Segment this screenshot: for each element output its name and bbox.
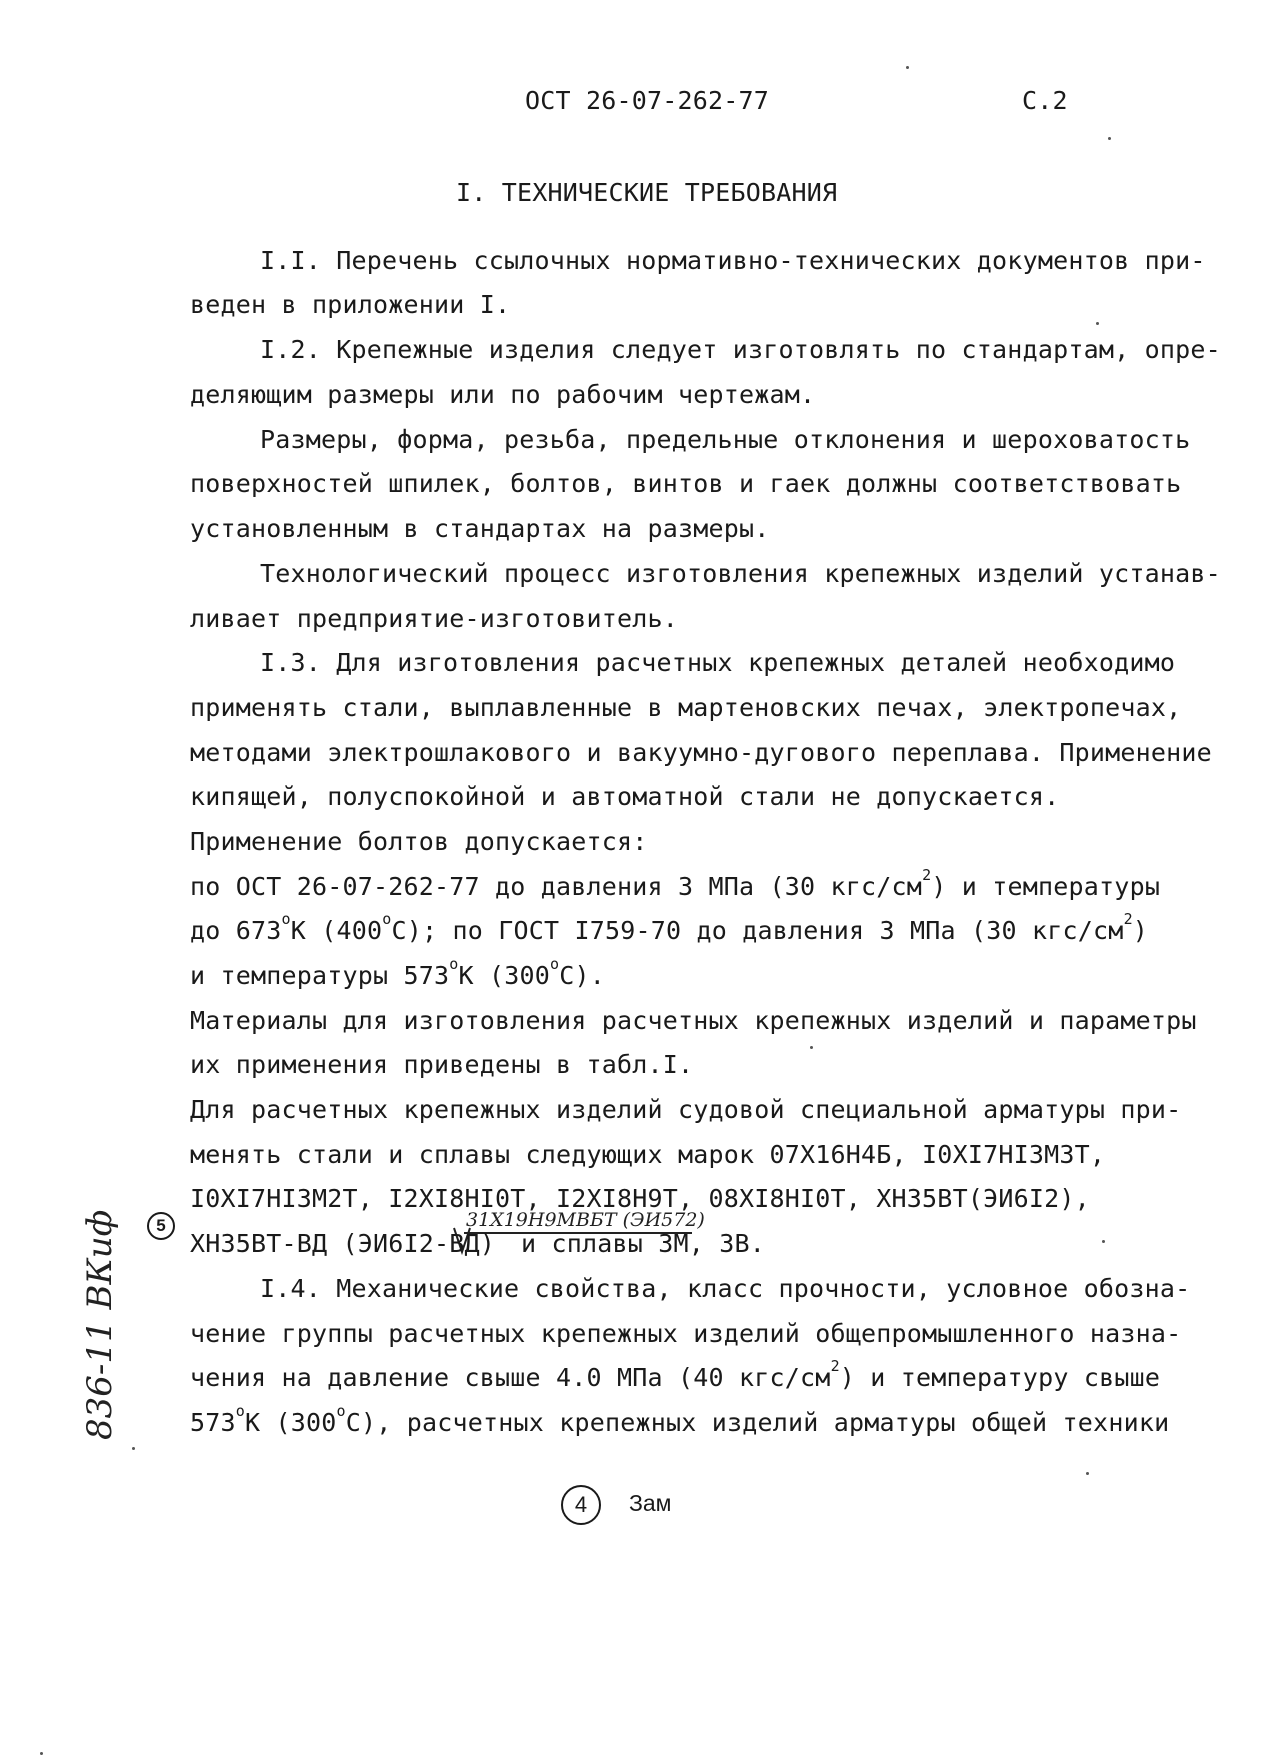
text-run: С), расчетных крепежных изделий арматуры общей техники — [345, 1408, 1170, 1437]
text-run: и сплавы 3М, 3В. — [521, 1229, 766, 1258]
scan-speck — [906, 66, 909, 69]
superscript: 2 — [1123, 910, 1133, 928]
text-line: методами электрошлакового и вакуумно-дугового переплава. Применение — [190, 738, 1212, 767]
text-line: менять стали и сплавы следующих марок 07Х16Н4Б, I0ХI7НI3М3Т, — [190, 1140, 1106, 1169]
text-run: чения на давление свыше 4.0 МПа (40 кгс/см — [190, 1363, 831, 1392]
text-line: применять стали, выплавленные в мартеновских печах, электропечах, — [190, 693, 1182, 722]
scan-speck — [1096, 322, 1099, 325]
text-run: К (300 — [458, 961, 551, 990]
scan-speck — [1108, 137, 1111, 140]
text-line: их применения приведены в табл.I. — [190, 1050, 694, 1079]
text-line: Размеры, форма, резьба, предельные отклонения и шероховатость — [260, 425, 1191, 454]
text-run: и температуры 573 — [190, 961, 450, 990]
section-title: I. ТЕХНИЧЕСКИЕ ТРЕБОВАНИЯ — [456, 178, 838, 207]
text-run: С); по ГОСТ I759-70 до давления 3 МПа (30 кгс/см — [391, 916, 1124, 945]
text-line-alloys — [190, 1229, 765, 1258]
scan-speck — [1102, 1240, 1105, 1243]
document-code: ОСТ 26-07-262-77 — [525, 86, 770, 115]
text-line: установленным в стандартах на размеры. — [190, 514, 770, 543]
page-number: С.2 — [1022, 86, 1068, 115]
superscript: о — [449, 955, 459, 973]
text-line: поверхностей шпилек, болтов, винтов и гаек должны соответствовать — [190, 469, 1182, 498]
margin-handwritten-note: 836-11 ВКиф — [80, 1209, 120, 1440]
text-run: К (300 — [245, 1408, 337, 1437]
text-line: Применение болтов допускается: — [190, 827, 648, 856]
text-run: 573 — [190, 1408, 236, 1437]
text-run: до 673 — [190, 916, 282, 945]
text-line: Материалы для изготовления расчетных крепежных изделий и параметры — [190, 1006, 1197, 1035]
footer-number: 4 — [574, 1492, 588, 1517]
text-line-bolts-gost — [190, 910, 1149, 945]
scan-speck — [132, 1447, 135, 1450]
text-line: I.2. Крепежные изделия следует изготовлять по стандартам, опре- — [260, 335, 1221, 364]
superscript: о — [235, 1402, 245, 1420]
text-line: кипящей, полуспокойной и автоматной стали не допускается. — [190, 782, 1060, 811]
text-line: Технологический процесс изготовления крепежных изделий устанав- — [260, 559, 1221, 588]
text-line: деляющим размеры или по рабочим чертежам. — [190, 380, 816, 409]
handwritten-insert: 31Х19Н9МВБТ (ЭИ572) — [466, 1209, 705, 1231]
text-line: I.4. Механические свойства, класс прочности, условное обозна- — [260, 1274, 1191, 1303]
text-line-bolts-ost — [190, 866, 1161, 901]
superscript: о — [336, 1402, 346, 1420]
superscript: 2 — [922, 866, 932, 884]
footer-circled-number — [561, 1485, 601, 1525]
text-line: веден в приложении I. — [190, 290, 511, 319]
superscript: о — [382, 910, 392, 928]
text-line: ливает предприятие-изготовитель. — [190, 604, 679, 633]
text-line: чение группы расчетных крепежных изделий общепромышленного назна- — [190, 1319, 1182, 1348]
change-mark-number: 5 — [156, 1216, 166, 1235]
text-line-general-tech — [190, 1402, 1170, 1437]
text-run: К (400 — [290, 916, 383, 945]
scan-speck — [1086, 1472, 1089, 1475]
text-line-temperature — [190, 955, 606, 990]
text-line: I0ХI7НI3М2Т, I2ХI8НI0Т, I2ХI8Н9Т, 08ХI8НI0Т, ХН35ВТ(ЭИ6I2), — [190, 1184, 1090, 1213]
change-mark-badge — [147, 1212, 175, 1240]
text-run: ) и температуру свыше — [839, 1363, 1161, 1392]
text-line: I.3. Для изготовления расчетных крепежных деталей необходимо — [260, 648, 1176, 677]
footer-label: Зам — [629, 1490, 672, 1516]
superscript: 2 — [830, 1357, 840, 1375]
text-run: ) и температуры — [931, 872, 1161, 901]
text-line-pressure — [190, 1357, 1161, 1392]
superscript: о — [550, 955, 560, 973]
text-run: С). — [559, 961, 606, 990]
superscript: о — [281, 910, 291, 928]
text-line: Для расчетных крепежных изделий судовой специальной арматуры при- — [190, 1095, 1182, 1124]
scan-speck — [40, 1752, 43, 1755]
text-run: ) — [1132, 916, 1149, 945]
text-line: I.I. Перечень ссылочных нормативно-технических документов при- — [260, 246, 1206, 275]
scan-speck — [810, 1046, 813, 1049]
text-run: ХН35ВТ-ВД (ЭИ6I2-ВД) — [190, 1229, 496, 1258]
text-run: по ОСТ 26-07-262-77 до давления 3 МПа (30 кгс/см — [190, 872, 923, 901]
